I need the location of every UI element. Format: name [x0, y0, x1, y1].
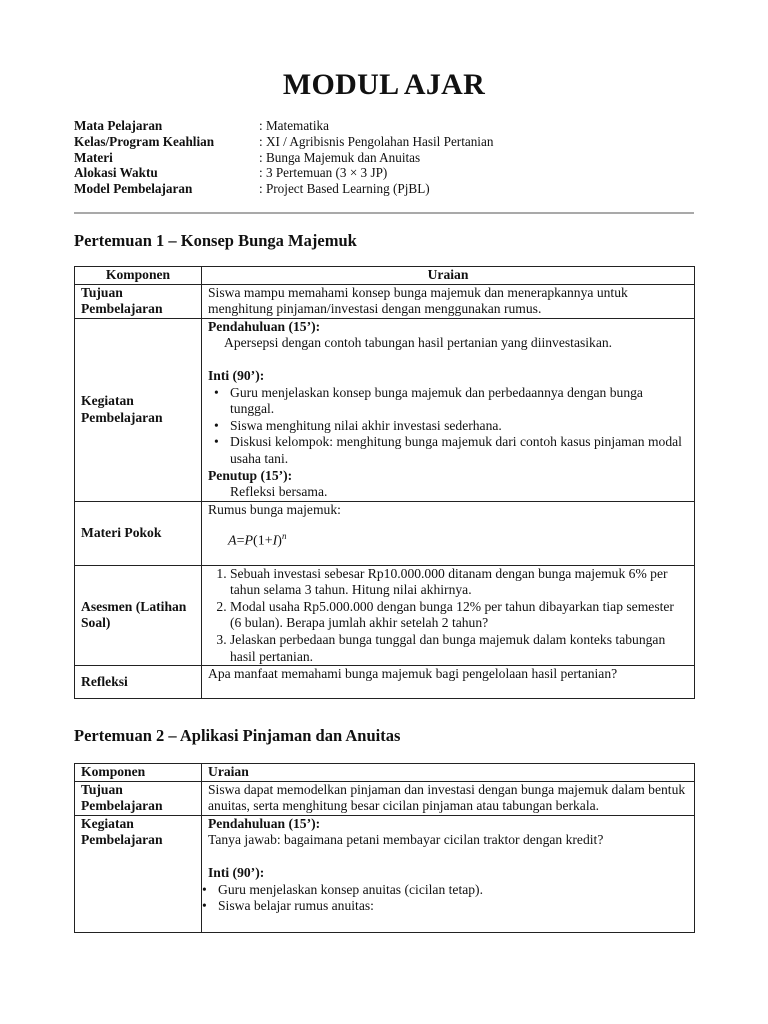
- subheading-pendahuluan: Pendahuluan (15’):: [208, 815, 321, 831]
- meta-value: : XI / Agribisnis Pengolahan Hasil Pertanian: [259, 133, 494, 149]
- meta-value: : Matematika: [259, 118, 329, 133]
- table-row: [75, 781, 695, 815]
- header-komponen: Komponen: [75, 764, 202, 782]
- pendahuluan-text: Tanya jawab: bagaimana petani membayar cicilan traktor dengan kredit?: [208, 832, 604, 848]
- meta-value: : Project Based Learning (PjBL): [259, 181, 430, 197]
- header-uraian: Uraian: [202, 267, 695, 285]
- row-text: Siswa mampu memahami konsep bunga majemuk dan menerapkannya untuk menghitung pinjaman/investasi dengan menggunakan rumus.: [202, 284, 695, 318]
- table-row: [75, 565, 695, 666]
- table-header-row: [75, 267, 695, 285]
- meta-label: Materi: [74, 149, 113, 165]
- subheading-inti: Inti (90’):: [208, 864, 265, 880]
- inti-list: [208, 882, 688, 915]
- row-text: Apa manfaat memahami bunga majemuk bagi pengelolaan hasil pertanian?: [202, 666, 695, 699]
- row-label: Refleksi: [75, 666, 202, 699]
- section-title-pertemuan-2: Pertemuan 2 – Aplikasi Pinjaman dan Anuitas: [74, 726, 401, 745]
- row-content: [202, 318, 695, 501]
- row-content: [202, 565, 695, 666]
- meta-label: Alokasi Waktu: [74, 165, 158, 181]
- subheading-inti: Inti (90’):: [208, 367, 265, 383]
- meta-label: Mata Pelajaran: [74, 118, 163, 133]
- list-item: • Guru menjelaskan konsep bunga majemuk dan perbedaannya dengan bunga tunggal.: [230, 385, 688, 418]
- meta-row: [74, 165, 493, 181]
- meta-value: : 3 Pertemuan (3 × 3 JP): [259, 165, 388, 181]
- table-row: [75, 501, 695, 565]
- table-row: [75, 815, 695, 932]
- meta-row: [74, 118, 493, 134]
- meta-label: Kelas/Program Keahlian: [74, 133, 215, 149]
- list-item: • Siswa belajar rumus anuitas:: [218, 898, 688, 915]
- meta-row: [74, 150, 493, 166]
- row-content: [202, 501, 695, 565]
- meta-label: Model Pembelajaran: [74, 181, 193, 197]
- meta-info: [74, 118, 493, 197]
- meta-value: : Bunga Majemuk dan Anuitas: [259, 149, 421, 165]
- penutup-text: Refleksi bersama.: [230, 484, 328, 500]
- list-item: 3. Jelaskan perbedaan bunga tunggal dan bunga majemuk dalam konteks tabungan hasil pertanian.: [230, 632, 688, 665]
- header-uraian: Uraian: [202, 764, 695, 782]
- meta-row: [74, 134, 493, 150]
- list-item: 1. Sebuah investasi sebesar Rp10.000.000 ditanam dengan bunga majemuk 6% per tahun selama 3 tahun. Hitung nilai akhirnya.: [230, 566, 688, 599]
- subheading-penutup: Penutup (15’):: [208, 467, 293, 483]
- row-label: Tujuan Pembelajaran: [75, 781, 202, 815]
- table-header-row: [75, 764, 695, 782]
- list-item: 2. Modal usaha Rp5.000.000 dengan bunga 12% per tahun dibayarkan tiap semester (6 bulan). Berapa jumlah akhir setelah 2 tahun?: [230, 599, 688, 632]
- table-row: [75, 284, 695, 318]
- header-komponen: Komponen: [75, 267, 202, 285]
- document-title: MODUL AJAR: [282, 68, 486, 101]
- section-title-pertemuan-1: Pertemuan 1 – Konsep Bunga Majemuk: [74, 231, 357, 250]
- row-label: Kegiatan Pembelajaran: [75, 318, 202, 501]
- subheading-pendahuluan: Pendahuluan (15’):: [208, 318, 321, 334]
- table-pertemuan-1: [74, 266, 695, 699]
- row-label: Materi Pokok: [75, 501, 202, 565]
- row-content: [202, 815, 695, 932]
- meta-row: [74, 181, 493, 197]
- compound-interest-formula: $A=P(1+I)^n$: [228, 531, 287, 549]
- row-label: Kegiatan Pembelajaran: [75, 815, 202, 932]
- table-row: [75, 318, 695, 501]
- table-row: [75, 666, 695, 699]
- list-item: • Siswa menghitung nilai akhir investasi sederhana.: [230, 418, 688, 435]
- row-text: Siswa dapat memodelkan pinjaman dan investasi dengan bunga majemuk dalam bentuk anuitas, serta menghitung besar cicilan pinjaman atau tabungan berkala.: [202, 781, 695, 815]
- row-label: Tujuan Pembelajaran: [75, 284, 202, 318]
- asesmen-list: [208, 566, 688, 666]
- pendahuluan-text: Apersepsi dengan contoh tabungan hasil pertanian yang diinvestasikan.: [224, 335, 613, 351]
- list-item: • Guru menjelaskan konsep anuitas (cicilan tetap).: [218, 882, 688, 899]
- row-label: Asesmen (Latihan Soal): [75, 565, 202, 666]
- table-pertemuan-2: [74, 763, 695, 933]
- list-item: • Diskusi kelompok: menghitung bunga majemuk dari contoh kasus pinjaman modal usaha tani.: [230, 434, 688, 467]
- inti-list: [208, 385, 688, 468]
- materi-text: Rumus bunga majemuk:: [208, 501, 341, 517]
- horizontal-divider: [74, 212, 694, 214]
